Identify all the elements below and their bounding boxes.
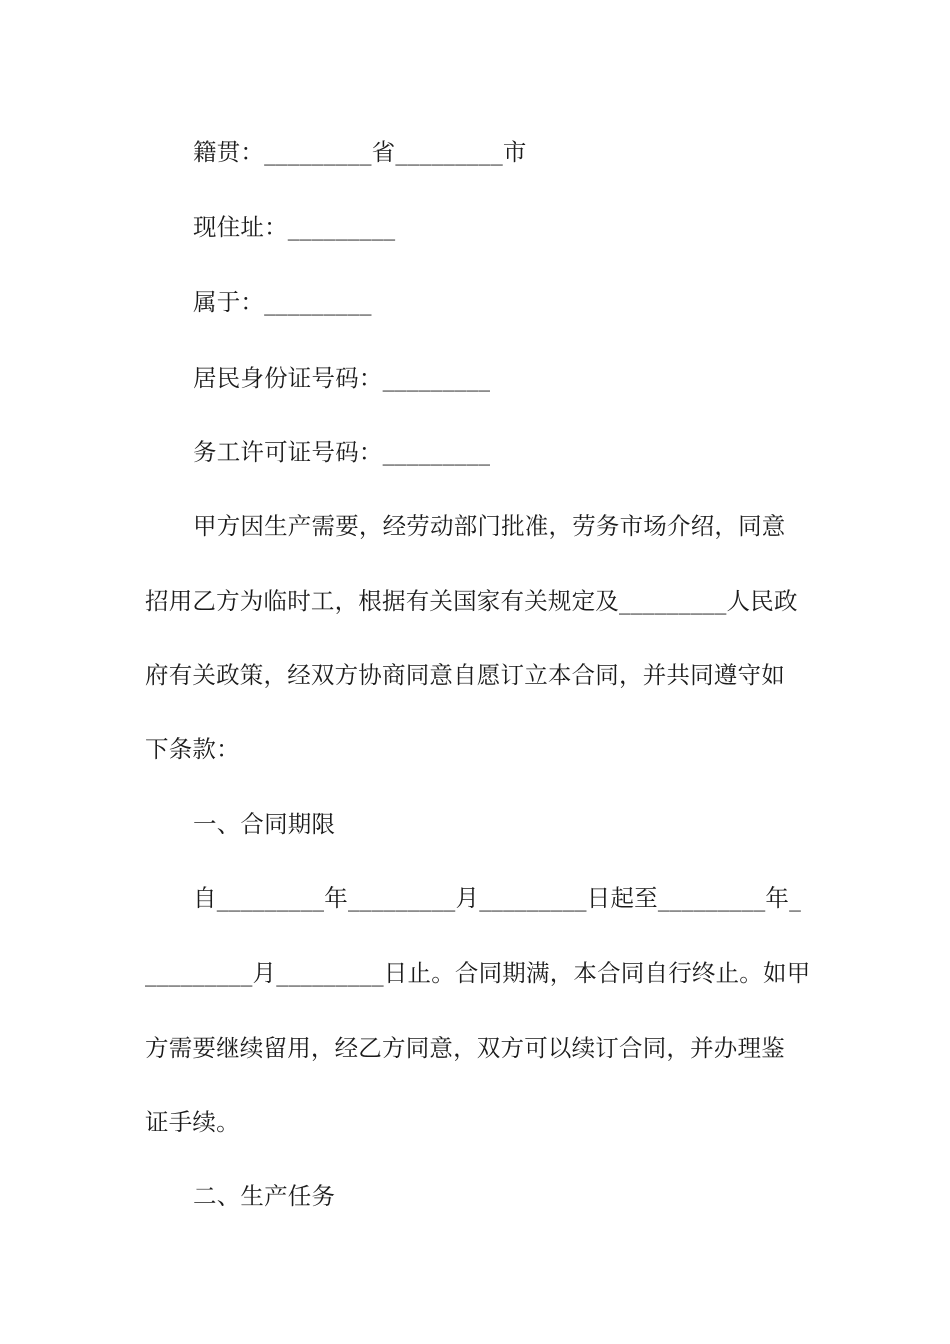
intro-line-2: 招用乙方为临时工，根据有关国家有关规定及_________人民政 [145,587,798,615]
section1-line-3: 方需要继续留用，经乙方同意，双方可以续订合同，并办理鉴 [145,1034,785,1062]
section2-heading: 二、生产任务 [193,1182,336,1210]
section1-line-4: 证手续。 [145,1108,240,1136]
section1-line-2: _________月_________日止。合同期满，本合同自行终止。如甲 [145,959,811,987]
current-address-field: 现住址：_________ [193,213,396,241]
intro-line-3: 府有关政策，经双方协商同意自愿订立本合同，并共同遵守如 [145,661,785,689]
id-number-field: 居民身份证号码：_________ [193,364,491,392]
section1-heading: 一、合同期限 [193,810,336,838]
belongs-to-field: 属于：_________ [193,288,372,316]
section1-line-1: 自_________年_________月_________日起至_________年_ [193,884,802,912]
intro-line-4: 下条款： [145,735,240,763]
native-place-field: 籍贯：_________省_________市 [193,138,527,166]
intro-line-1: 甲方因生产需要，经劳动部门批准，劳务市场介绍，同意 [193,512,786,540]
work-permit-field: 务工许可证号码：_________ [193,438,491,466]
